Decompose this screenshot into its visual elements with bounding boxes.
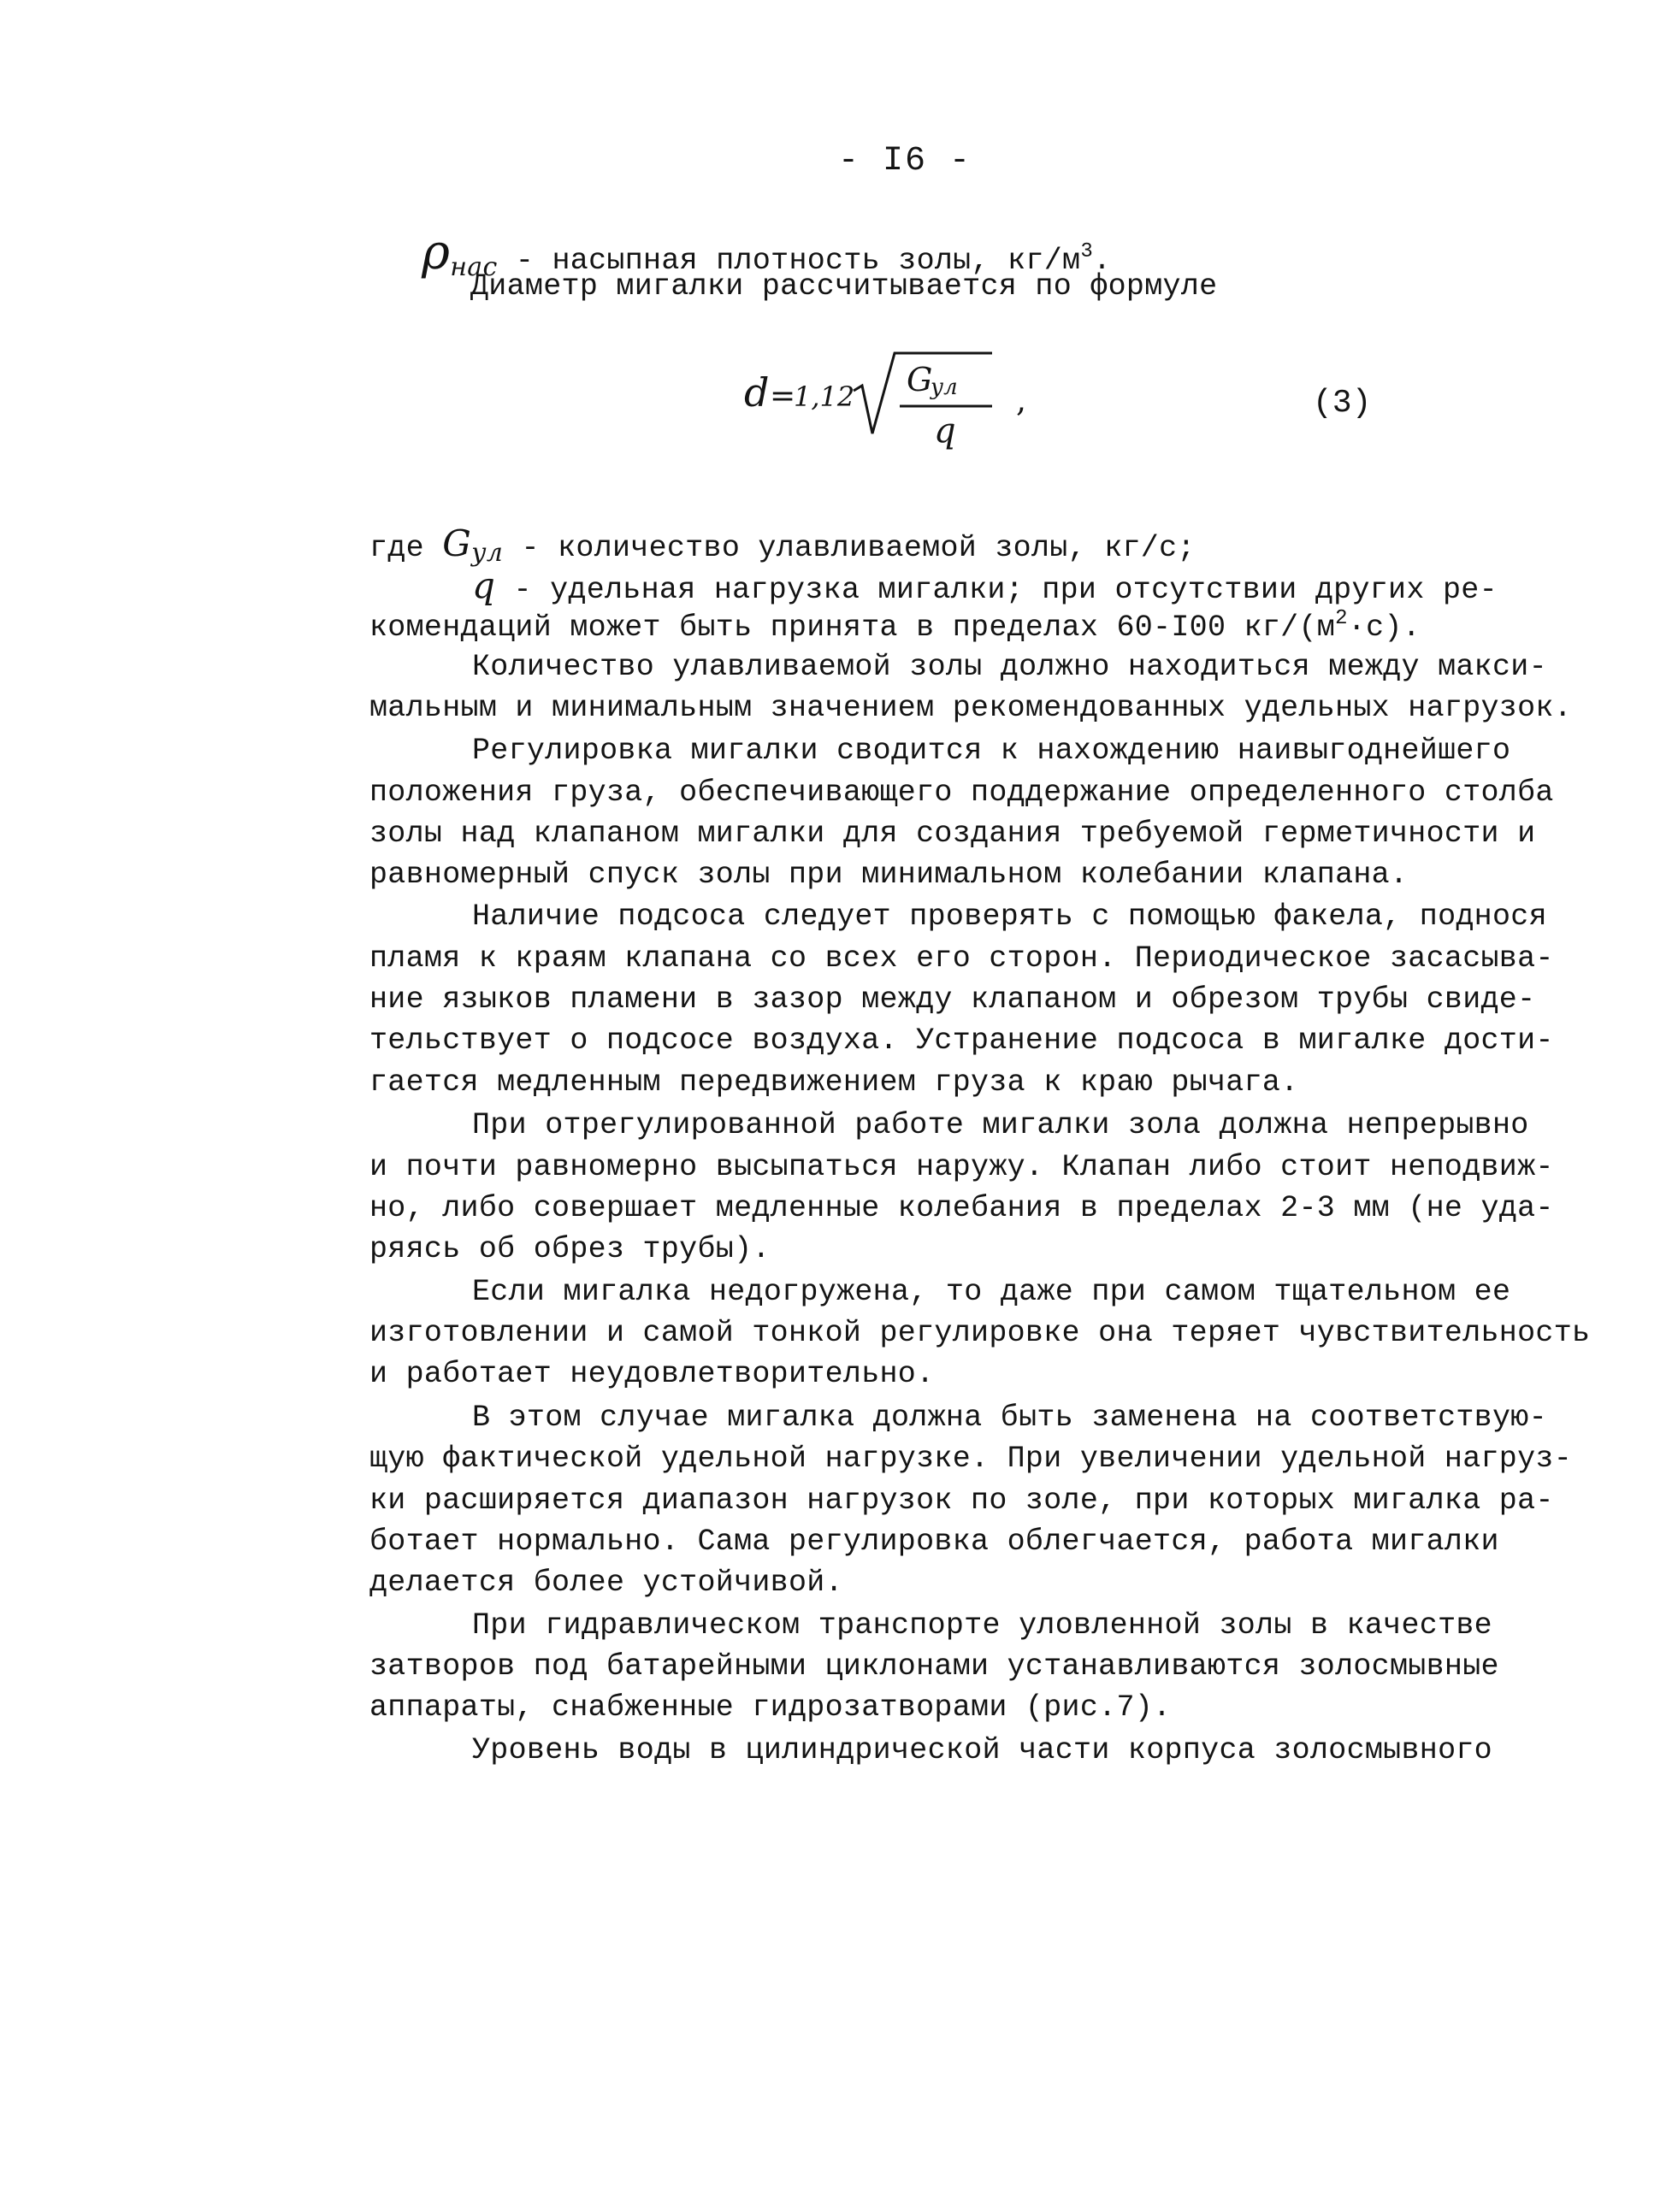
page-number: - I6 - xyxy=(838,142,972,180)
q-symbol: q xyxy=(472,564,496,606)
text-line: гается медленным передвижением груза к краю рычага. xyxy=(369,1065,1299,1100)
formula-graphic xyxy=(744,338,1052,466)
text-line: Регулировка мигалки сводится к нахождению наивыгоднейшего xyxy=(472,734,1511,768)
text-line: но, либо совершает медленные колебания в пределах 2-3 мм (не уда- xyxy=(369,1191,1554,1225)
text-line: равномерный спуск золы при минимальном колебании клапана. xyxy=(369,858,1409,892)
text-line: При отрегулированной работе мигалки зола должна непрерывно xyxy=(472,1108,1529,1142)
q-definition-cont xyxy=(369,609,1421,643)
g-symbol: G xyxy=(442,522,472,564)
formula-denominator: q xyxy=(934,411,956,451)
q-text: - удельная нагрузка мигалки; при отсутствии других ре- xyxy=(495,573,1498,607)
equation-number: (3) xyxy=(1313,385,1372,422)
text-line: и почти равномерно высыпаться наружу. Клапан либо стоит неподвиж- xyxy=(369,1150,1554,1184)
where-gul-line xyxy=(369,522,1196,568)
text-line: Уровень воды в цилиндрической части корпуса золосмывного xyxy=(472,1733,1492,1767)
gul-text: - количество улавливаемой золы, кг/с; xyxy=(503,531,1196,565)
q-cont-text: комендаций может быть принята в пределах 60-I00 кг/(м xyxy=(369,611,1336,645)
text-line: изготовлении и самой тонкой регулировке она теряет чувствительность xyxy=(369,1316,1591,1350)
q-definition xyxy=(472,564,1498,607)
text-line: Наличие подсоса следует проверять с помощью факела, поднося xyxy=(472,900,1547,934)
rho-subscript: нас xyxy=(450,252,498,282)
text-line: золы над клапаном мигалки для создания требуемой герметичности и xyxy=(369,817,1536,851)
text-line: положения груза, обеспечивающего поддержание определенного столба xyxy=(369,776,1554,810)
g-subscript: ул xyxy=(471,538,504,568)
text-line: Если мигалка недогружена, то даже при самом тщательном ее xyxy=(472,1275,1511,1309)
formula-numerator-sub: ул xyxy=(931,375,958,400)
text-line: При гидравлическом транспорте уловленной золы в качестве xyxy=(472,1608,1492,1643)
formula-3 xyxy=(744,338,1052,466)
intro-line: Диаметр мигалки рассчитывается по формуле xyxy=(470,269,1218,304)
text-line: и работает неудовлетворительно. xyxy=(369,1357,935,1391)
text-line: пламя к краям клапана со всех его сторон. Периодическое засасыва- xyxy=(369,941,1554,976)
text-line: ботает нормально. Сама регулировка облегчается, работа мигалки xyxy=(369,1525,1499,1559)
text-line: Количество улавливаемой золы должно находиться между макси- xyxy=(472,650,1547,684)
text-line: тельствует о подсосе воздуха. Устранение подсоса в мигалке дости- xyxy=(369,1023,1554,1058)
density-exponent: 3 xyxy=(1080,240,1094,263)
formula-lhs: d xyxy=(744,369,770,416)
text-line: ряясь об обрез трубы). xyxy=(369,1232,771,1266)
text-line: ние языков пламени в зазор между клапаном и обрезом трубы свиде- xyxy=(369,982,1536,1017)
rho-symbol: ρ xyxy=(422,225,451,280)
formula-comma: , xyxy=(1016,381,1027,419)
density-text: - насыпная плотность золы, кг/м xyxy=(497,244,1081,278)
q-cont-tail: ·с). xyxy=(1347,611,1421,645)
text-line: аппараты, снабженные гидрозатворами (рис.7). xyxy=(369,1690,1172,1725)
formula-numerator: G xyxy=(907,361,933,398)
where-prefix: где xyxy=(369,531,443,565)
q-cont-exponent: 2 xyxy=(1335,607,1348,630)
text-line: ки расширяется диапазон нагрузок по золе, при которых мигалка ра- xyxy=(369,1484,1554,1518)
text-line: щую фактической удельной нагрузке. При увеличении удельной нагруз- xyxy=(369,1442,1573,1476)
formula-eq: = xyxy=(770,379,796,414)
text-line: мальным и минимальным значением рекомендованных удельных нагрузок. xyxy=(369,691,1573,725)
text-line: затворов под батарейными циклонами устанавливаются золосмывные xyxy=(369,1649,1499,1684)
density-tail: . xyxy=(1093,244,1112,278)
formula-coef: 1,12 xyxy=(794,380,855,413)
text-line: В этом случае мигалка должна быть заменена на соответствую- xyxy=(472,1401,1547,1435)
text-line: делается более устойчивой. xyxy=(369,1566,843,1600)
